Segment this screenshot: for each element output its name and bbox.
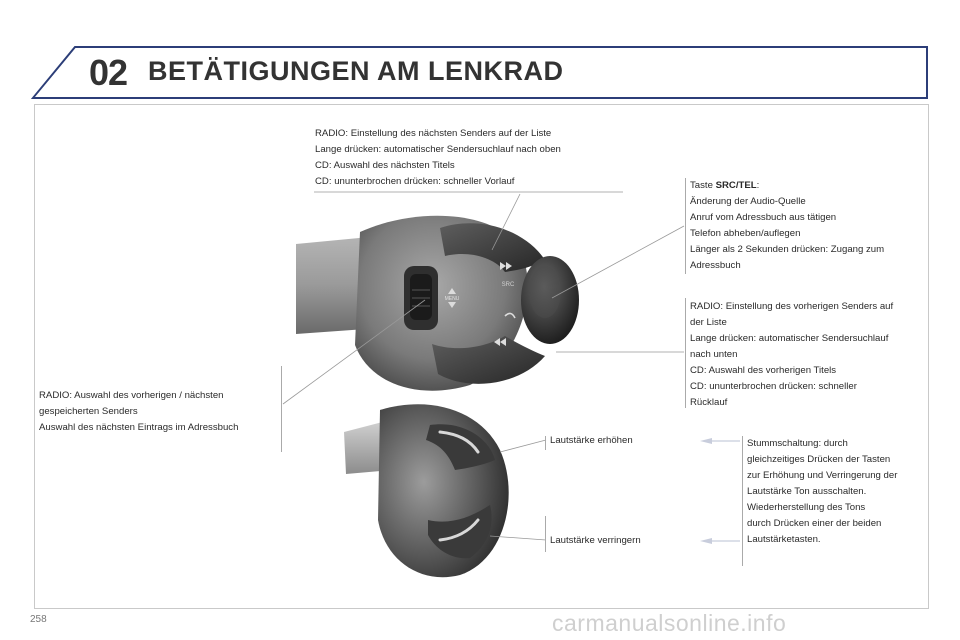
label-mute: Stummschaltung: durch gleichzeitiges Drücken der Tasten zur Erhöhung und Verringerung der Lautstärke Ton ausschalten. Wiederherstellung des Tons durch Drücken einer der beiden Lautstärketasten.	[747, 438, 898, 545]
rule-vol-up	[545, 436, 546, 450]
menu-marking: MENU	[444, 296, 460, 302]
label-preset-select: RADIO: Auswahl des vorherigen / nächsten gespeicherten Senders Auswahl des nächsten Eintrags im Adressbuch	[39, 390, 239, 433]
rule-vol-down	[545, 516, 546, 552]
src-tel-key: SRC/TEL	[715, 180, 757, 191]
lower-volume-stalk	[344, 404, 509, 577]
chapter-number: 02	[88, 52, 128, 93]
label-src-tel: Taste SRC/TEL: Änderung der Audio-Quelle Anruf vom Adressbuch aus tätigen Telefon abheben/auflegen Länger als 2 Sekunden drücken: Zugang zum Adressbuch	[690, 180, 885, 271]
rule-mute	[742, 436, 743, 566]
rule-left-radio	[281, 366, 282, 452]
label-prev-station: RADIO: Einstellung des vorherigen Senders auf der Liste Lange drücken: automatischer Sendersuchlauf nach unten CD: Auswahl des vorherigen Titels CD: ununterbrochen drücken: schneller Rücklauf	[690, 301, 894, 408]
rule-prev-radio	[685, 298, 686, 408]
upper-control-stalk	[296, 216, 579, 391]
label-next-station: RADIO: Einstellung des nächsten Senders auf der Liste Lange drücken: automatischer Sendersuchlauf nach oben CD: Auswahl des nächsten Titels CD: ununterbrochen drücken: schneller Vorlauf	[315, 128, 561, 187]
watermark: carmanualsonline.info	[552, 610, 787, 636]
page-title: BETÄTIGUNGEN AM LENKRAD	[148, 56, 564, 86]
label-volume-up: Lautstärke erhöhen	[550, 435, 633, 446]
label-volume-down: Lautstärke verringern	[550, 535, 641, 546]
page-number: 258	[30, 614, 47, 625]
src-marking: SRC	[501, 282, 515, 288]
rule-src-tel	[685, 178, 686, 274]
